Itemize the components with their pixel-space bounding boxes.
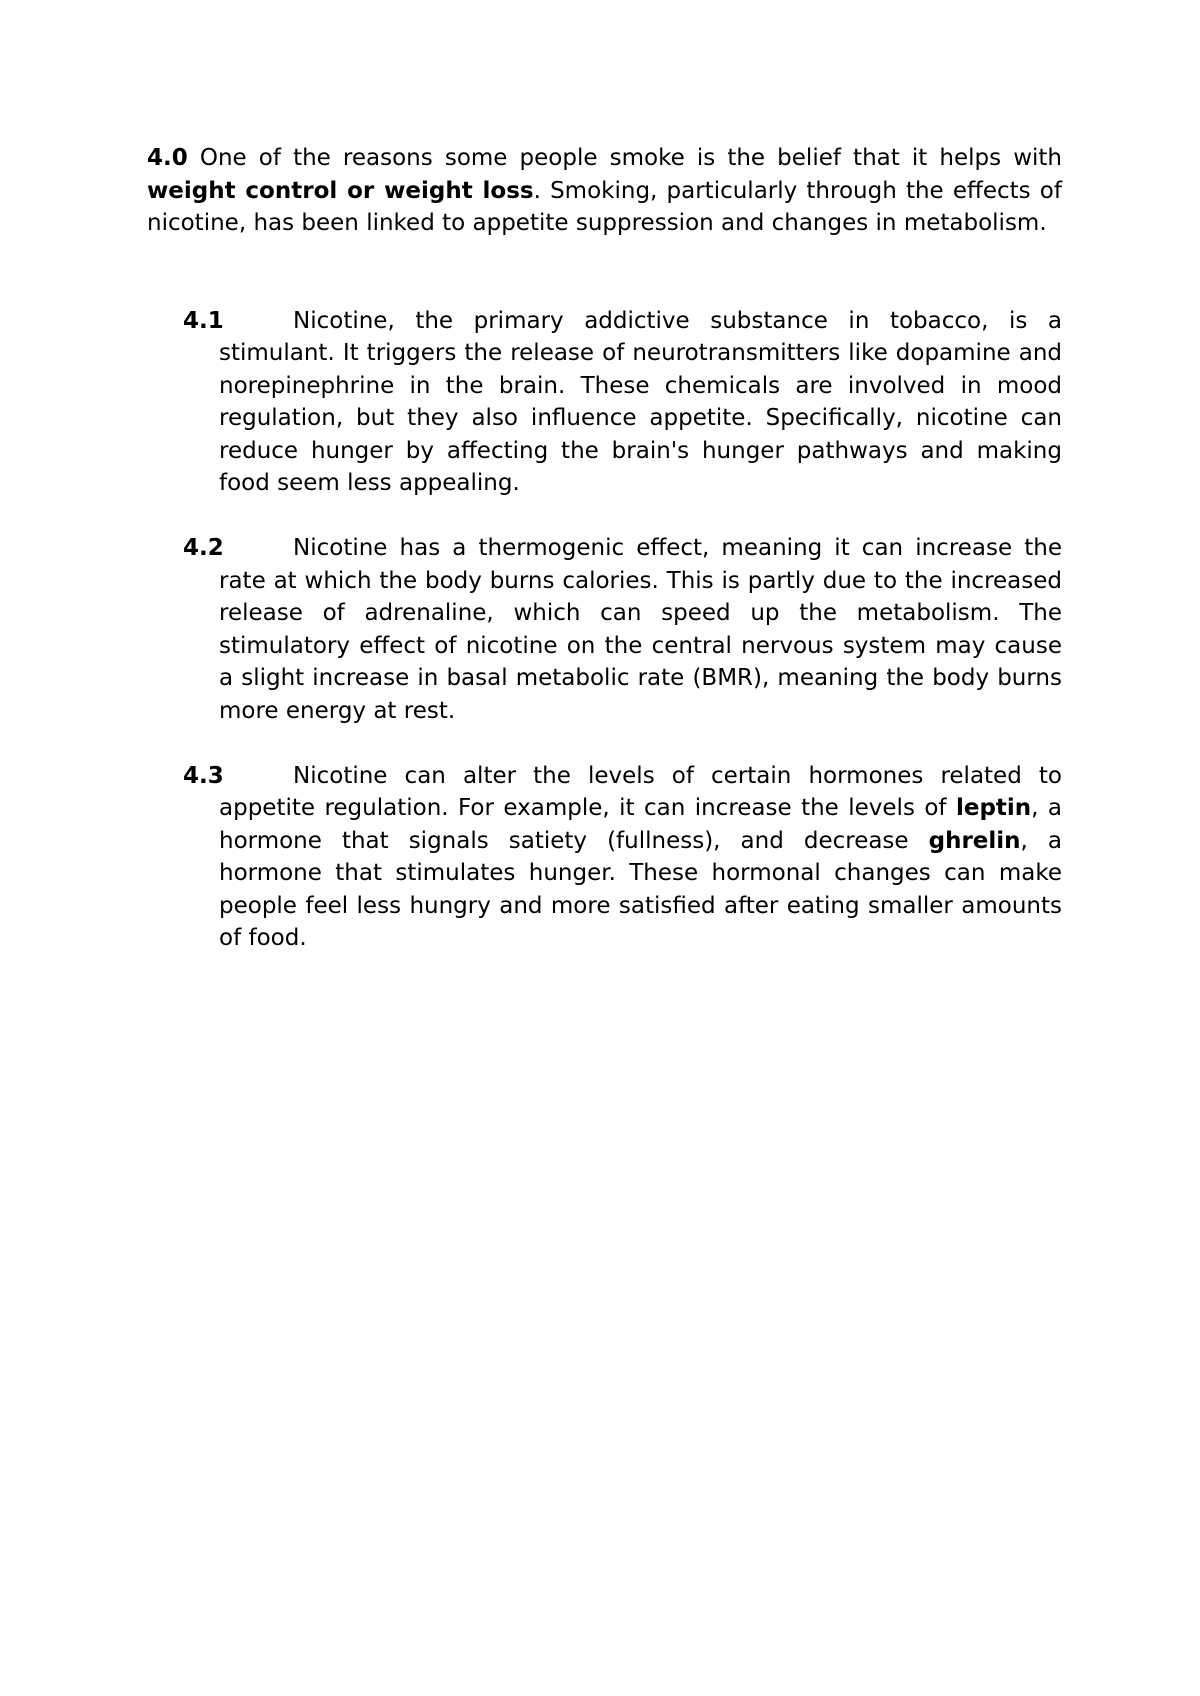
item-number: 4.1 (183, 307, 224, 334)
intro-text-a: One of the reasons some people smoke is the belief that it helps with (187, 145, 1062, 171)
item-text: Nicotine has a thermogenic effect, meaning it can increase the rate at which the body burns calories. This is partly due to the increased release of adrenaline, which can speed up the metabolism. The stimulatory effect of nicotine on the central nervous system may cause a slight increase in basal metabolic rate (BMR), meaning the body burns more energy at rest. (219, 535, 1062, 724)
intro-bold-phrase: weight control or weight loss (147, 177, 534, 204)
list-item-4-3 (183, 760, 1062, 955)
item-number: 4.2 (183, 535, 224, 561)
item-text-a: Nicotine can alter the levels of certain hormones related to appetite regulation. For example, it can increase the levels of (219, 762, 1062, 821)
list-item-4-2 (183, 532, 1062, 727)
intro-text-b: . Smoking, particularly through the effects of nicotine, has been linked to appetite suppression and changes in metabolism. (147, 177, 1062, 236)
document-page (147, 142, 1062, 987)
item-text-c: , a hormone that stimulates hunger. These hormonal changes can make people feel less hungry and more satisfied after eating smaller amounts of food. (219, 827, 1062, 951)
item-number: 4.3 (183, 762, 224, 789)
term-leptin: leptin (955, 795, 1032, 821)
intro-paragraph (147, 142, 1062, 240)
intro-number: 4.0 (147, 145, 188, 171)
item-text-b: , a hormone that signals satiety (fullness), and decrease (219, 795, 1063, 854)
numbered-list (147, 305, 1062, 955)
item-text: Nicotine, the primary addictive substance in tobacco, is a stimulant. It triggers the release of neurotransmitters like dopamine and norepinephrine in the brain. These chemicals are involved in mood regulation, but they also influence appetite. Specifically, nicotine can reduce hunger by affecting the brain's hunger pathways and making food seem less appealing. (219, 307, 1062, 496)
term-ghrelin: ghrelin (928, 827, 1021, 854)
list-item-4-1 (183, 305, 1062, 500)
